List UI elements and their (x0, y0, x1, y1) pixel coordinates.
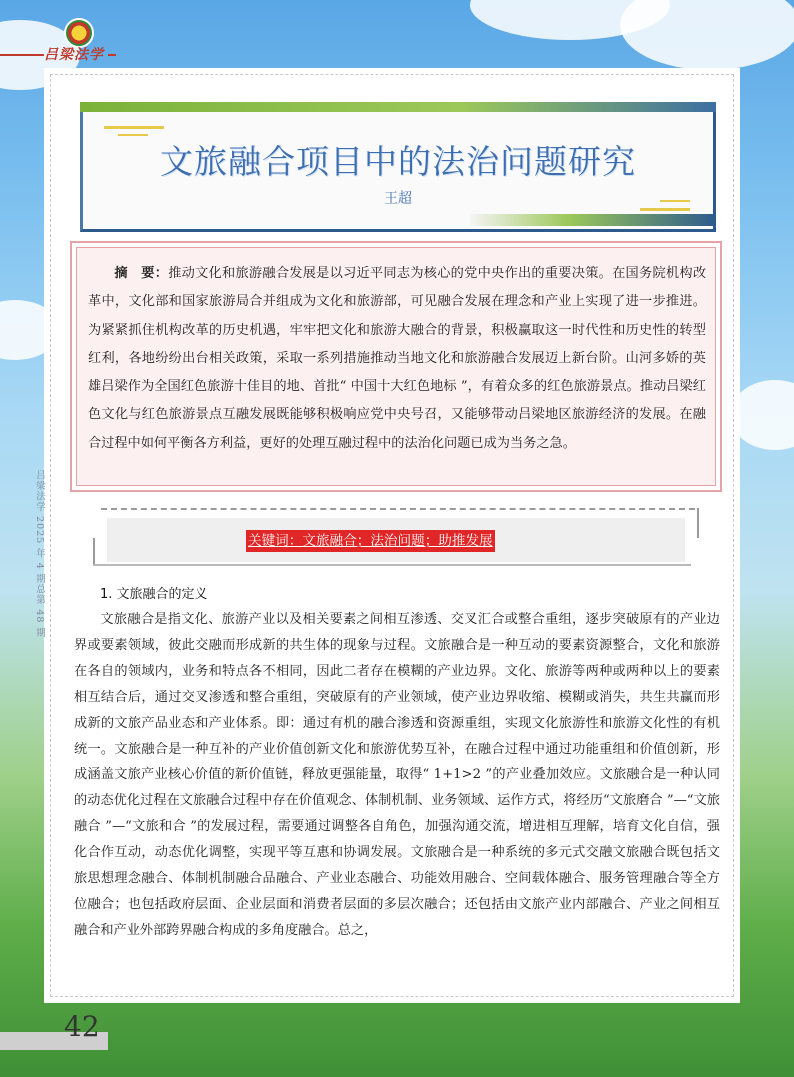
abstract-text: 推动文化和旅游融合发展是以习近平同志为核心的党中央作出的重要决策。在国务院机构改革中，文化部和国家旅游局合并组成为文化和旅游部，可见融合发展在理念和产业上实现了进一步推进。为紧紧抓住机构改革的历史机遇，牢牢把文化和旅游大融合的背景，积极赢取这一时代性和历史性的转型红利，各地纷纷出台相关政策，采取一系列措施推动当地文化和旅游融合发展迈上新台阶。山河多娇的英雄吕梁作为全国红色旅游十佳目的地、首批“ 中国十大红色地标 ”，有着众多的红色旅游景点。推动吕梁红色文化与红色旅游景点互融发展既能够积极响应党中央号召，又能够带动吕梁地区旅游经济的发展。在融合过程中如何平衡各方利益，更好的处理互融过程中的法治化问题已成为当务之急。 (88, 266, 707, 451)
keywords: 关键词：文旅融合；法治问题；助推发展 (246, 530, 495, 552)
article-title: 文旅融合项目中的法治问题研究 (160, 142, 636, 181)
section-heading: 1. 文旅融合的定义 (100, 587, 208, 602)
body-paragraph: 文旅融合是指文化、旅游产业以及相关要素之间相互渗透、交叉汇合或整合重组，逐步突破原有的产业边界或要素领域，彼此交融而形成新的共生体的现象与过程。文旅融合是一种互动的要素资源整合，文化和旅游在各自的领域内，业务和特点各不相同，因此二者存在模糊的产业边界。文化、旅游等两种或两种以上的要素相互结合后，通过交叉渗透和整合重组，突破原有的产业领域，使产业边界收缩、模糊或消失，共生共赢而形成新的文旅产品业态和产业体系。即：通过有机的融合渗透和资源重组，实现文化旅游性和旅游文化性的有机统一。文旅融合是一种互补的产业价值创新文化和旅游优势互补，在融合过程中通过功能重组和价值创新，形成涵盖文旅产业核心价值的新价值链，释放更强能量，取得“ 1+1>2 ”的产业叠加效应。文旅融合是一种认同的动态优化过程在文旅融合过程中存在价值观念、体制机制、业务领域、运作方式，将经历“文旅磨合 ”—“文旅融合 ”—“文旅和合 ”的发展过程，需要通过调整各自角色，加强沟通交流，增进相互理解，培育文化自信，强化合作互动，动态优化调整，实现平等互惠和协调发展。文旅融合是一种系统的多元式交融文旅融合既包括文旅思想理念融合、体制机制融合品融合、产业业态融合、功能效用融合、空间载体融合、服务管理融合等全方位融合；也包括政府层面、企业层面和消费者层面的多层次融合；还包括由文旅产业内部融合、产业之间相互融合和产业外部跨界融合构成的多角度融合。总之， (74, 612, 720, 938)
journal-logo: 吕梁法学 (44, 47, 104, 63)
article-author: 王超 (384, 191, 412, 207)
abstract (88, 260, 706, 458)
title-decoration (104, 126, 164, 129)
logo-rule (108, 54, 116, 56)
frame-line (93, 538, 95, 566)
logo-rule (0, 54, 44, 56)
title-decoration (640, 208, 690, 211)
frame-line (101, 508, 695, 512)
frame-line (93, 564, 691, 566)
abstract-label: 摘 要： (114, 266, 169, 281)
cloud-decoration (620, 0, 794, 70)
title-frame-stripe (80, 102, 716, 112)
title-frame-stripe (470, 214, 716, 226)
page-number: 42 (64, 1010, 100, 1043)
side-issue-label: 吕梁法学 2025 年 4 期总第 48 期 (34, 470, 45, 638)
frame-line (697, 508, 699, 538)
